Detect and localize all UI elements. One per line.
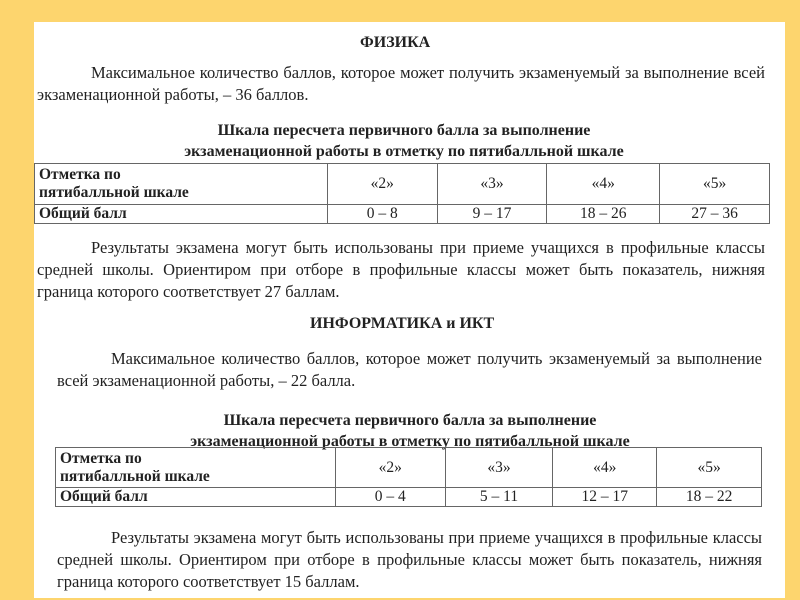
grade-cell: «4»: [553, 448, 657, 488]
table-row: [35, 205, 770, 224]
physics-scale-title: [34, 120, 774, 162]
informatics-scale-title: [55, 410, 765, 452]
range-cell: 0 – 4: [335, 488, 445, 507]
row-label: Общий балл: [56, 488, 336, 507]
grade-cell: «4»: [547, 164, 660, 205]
informatics-note: Результаты экзамена могут быть использованы при приеме учащихся в профильные классы средней школы. Ориентиром при отборе в профильные классы может быть показатель, нижняя граница которого соответствует 15 баллам.: [57, 528, 762, 591]
physics-note: Результаты экзамена могут быть использованы при приеме учащихся в профильные классы средней школы. Ориентиром при отборе в профильные классы может быть показатель, нижняя граница которого соответствует 27 баллам.: [37, 238, 765, 301]
range-cell: 27 – 36: [660, 205, 770, 224]
section-title-physics: ФИЗИКА: [360, 34, 431, 51]
grade-cell: «3»: [445, 448, 553, 488]
grade-cell: «3»: [437, 164, 547, 205]
informatics-intro: Максимальное количество баллов, которое может получить экзаменуемый за выполнение всей экзаменационной работы, – 22 балла.: [57, 349, 762, 390]
scale-title-line1: Шкала пересчета первичного балла за выполнение: [223, 412, 597, 429]
grade-cell: «5»: [657, 448, 762, 488]
scale-title-line1: Шкала пересчета первичного балла за выполнение: [217, 122, 591, 139]
header-label: Отметка по пятибалльной шкале: [35, 164, 328, 205]
section-title-informatics: ИНФОРМАТИКА и ИКТ: [310, 315, 495, 332]
range-cell: 18 – 22: [657, 488, 762, 507]
grade-cell: «2»: [335, 448, 445, 488]
range-cell: 12 – 17: [553, 488, 657, 507]
grade-cell: «5»: [660, 164, 770, 205]
scale-title-line2: экзаменационной работы в отметку по пятибалльной шкале: [190, 433, 630, 450]
informatics-grade-table: [55, 447, 762, 507]
physics-intro: Максимальное количество баллов, которое может получить экзаменуемый за выполнение всей экзаменационной работы, – 36 баллов.: [37, 63, 765, 104]
table-row: [35, 164, 770, 205]
scale-title-line2: экзаменационной работы в отметку по пятибалльной шкале: [184, 143, 624, 160]
range-cell: 0 – 8: [327, 205, 437, 224]
range-cell: 18 – 26: [547, 205, 660, 224]
grade-cell: «2»: [327, 164, 437, 205]
document-page: [34, 22, 785, 598]
row-label: Общий балл: [35, 205, 328, 224]
range-cell: 5 – 11: [445, 488, 553, 507]
header-label: Отметка по пятибалльной шкале: [56, 448, 336, 488]
physics-grade-table: [34, 163, 770, 224]
range-cell: 9 – 17: [437, 205, 547, 224]
table-row: [56, 488, 762, 507]
table-row: [56, 448, 762, 488]
